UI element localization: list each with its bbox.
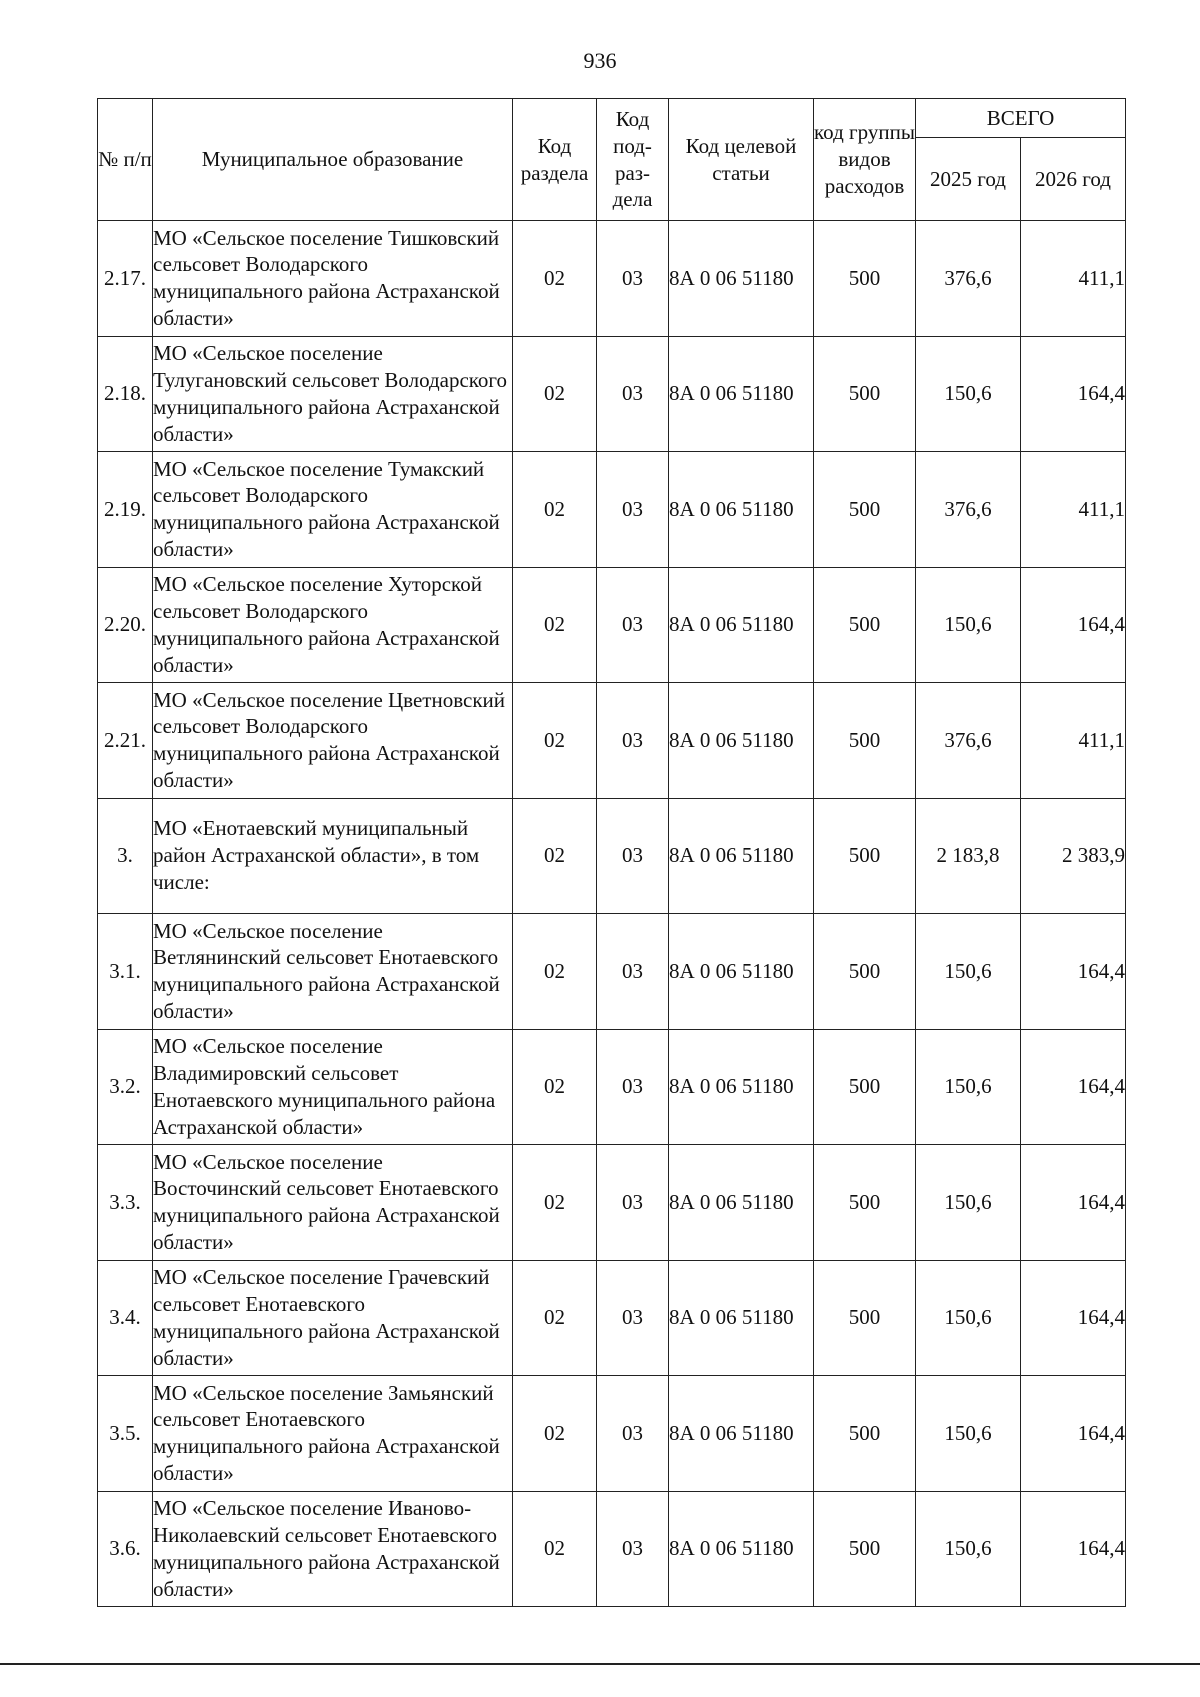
row-2026: 411,1 xyxy=(1021,683,1126,799)
bottom-rule xyxy=(0,1663,1200,1665)
row-num: 3.3. xyxy=(98,1145,153,1261)
header-subsection: Код под-раз-дела xyxy=(597,99,669,221)
row-2025: 150,6 xyxy=(916,1260,1021,1376)
row-article: 8А 0 06 51180 xyxy=(669,567,814,683)
row-group: 500 xyxy=(814,567,916,683)
row-group: 500 xyxy=(814,798,916,914)
table-row xyxy=(98,452,1126,568)
row-subsection: 03 xyxy=(597,1145,669,1261)
table-row xyxy=(98,1145,1126,1261)
row-group: 500 xyxy=(814,1029,916,1145)
row-num: 3.1. xyxy=(98,914,153,1030)
row-group: 500 xyxy=(814,914,916,1030)
table-row xyxy=(98,1376,1126,1492)
row-name: МО «Сельское поселение Восточинский сельсовет Енотаевского муниципального района Астраханской области» xyxy=(153,1145,513,1261)
budget-table xyxy=(97,98,1126,1607)
row-subsection: 03 xyxy=(597,452,669,568)
row-2026: 164,4 xyxy=(1021,1491,1126,1607)
row-subsection: 03 xyxy=(597,1029,669,1145)
table-row xyxy=(98,914,1126,1030)
row-subsection: 03 xyxy=(597,336,669,452)
header-article: Код целевой статьи xyxy=(669,99,814,221)
row-name: МО «Сельское поселение Владимировский сельсовет Енотаевского муниципального района Астраханской области» xyxy=(153,1029,513,1145)
row-name: МО «Енотаевский муниципальный район Астраханской области», в том числе: xyxy=(153,798,513,914)
table-row xyxy=(98,1260,1126,1376)
row-section: 02 xyxy=(513,1145,597,1261)
row-section: 02 xyxy=(513,683,597,799)
row-subsection: 03 xyxy=(597,914,669,1030)
row-num: 2.17. xyxy=(98,221,153,337)
row-article: 8А 0 06 51180 xyxy=(669,452,814,568)
row-article: 8А 0 06 51180 xyxy=(669,1491,814,1607)
row-name: МО «Сельское поселение Цветновский сельсовет Володарского муниципального района Астраханской области» xyxy=(153,683,513,799)
page-number: 936 xyxy=(583,48,617,73)
row-2026: 2 383,9 xyxy=(1021,798,1126,914)
row-2026: 164,4 xyxy=(1021,1260,1126,1376)
row-2025: 376,6 xyxy=(916,683,1021,799)
row-num: 3.4. xyxy=(98,1260,153,1376)
row-2026: 164,4 xyxy=(1021,1376,1126,1492)
header-expense-group: код группы видов расходов xyxy=(814,99,916,221)
row-article: 8А 0 06 51180 xyxy=(669,1260,814,1376)
table-row xyxy=(98,336,1126,452)
row-section: 02 xyxy=(513,1260,597,1376)
row-group: 500 xyxy=(814,1491,916,1607)
row-article: 8А 0 06 51180 xyxy=(669,336,814,452)
header-year-2025: 2025 год xyxy=(916,138,1021,221)
row-num: 2.19. xyxy=(98,452,153,568)
row-2026: 164,4 xyxy=(1021,1145,1126,1261)
table-body xyxy=(98,221,1126,1607)
row-section: 02 xyxy=(513,452,597,568)
row-article: 8А 0 06 51180 xyxy=(669,683,814,799)
row-2025: 150,6 xyxy=(916,336,1021,452)
row-subsection: 03 xyxy=(597,1376,669,1492)
header-section: Код раздела xyxy=(513,99,597,221)
row-num: 2.18. xyxy=(98,336,153,452)
header-name: Муниципальное образование xyxy=(153,99,513,221)
row-section: 02 xyxy=(513,798,597,914)
table-row xyxy=(98,683,1126,799)
row-group: 500 xyxy=(814,452,916,568)
row-2026: 164,4 xyxy=(1021,914,1126,1030)
row-2026: 164,4 xyxy=(1021,1029,1126,1145)
row-subsection: 03 xyxy=(597,798,669,914)
row-article: 8А 0 06 51180 xyxy=(669,1376,814,1492)
row-2025: 150,6 xyxy=(916,1145,1021,1261)
row-section: 02 xyxy=(513,567,597,683)
row-num: 3.5. xyxy=(98,1376,153,1492)
row-num: 2.20. xyxy=(98,567,153,683)
row-name: МО «Сельское поселение Иваново-Николаевский сельсовет Енотаевского муниципального района Астраханской области» xyxy=(153,1491,513,1607)
row-2025: 150,6 xyxy=(916,1491,1021,1607)
table-row xyxy=(98,1029,1126,1145)
table-row xyxy=(98,221,1126,337)
row-2026: 411,1 xyxy=(1021,452,1126,568)
row-2025: 2 183,8 xyxy=(916,798,1021,914)
table-row xyxy=(98,1491,1126,1607)
row-2025: 376,6 xyxy=(916,221,1021,337)
row-group: 500 xyxy=(814,1376,916,1492)
row-2025: 150,6 xyxy=(916,1029,1021,1145)
row-name: МО «Сельское поселение Замьянский сельсовет Енотаевского муниципального района Астраханской области» xyxy=(153,1376,513,1492)
row-section: 02 xyxy=(513,1376,597,1492)
table-row xyxy=(98,567,1126,683)
header-year-2026: 2026 год xyxy=(1021,138,1126,221)
row-article: 8А 0 06 51180 xyxy=(669,1145,814,1261)
row-subsection: 03 xyxy=(597,221,669,337)
row-2026: 411,1 xyxy=(1021,221,1126,337)
header-total: ВСЕГО xyxy=(916,99,1126,138)
row-subsection: 03 xyxy=(597,683,669,799)
row-2025: 150,6 xyxy=(916,1376,1021,1492)
row-name: МО «Сельское поселение Тулугановский сельсовет Володарского муниципального района Астраханской области» xyxy=(153,336,513,452)
row-article: 8А 0 06 51180 xyxy=(669,914,814,1030)
row-name: МО «Сельское поселение Тишковский сельсовет Володарского муниципального района Астраханской области» xyxy=(153,221,513,337)
row-num: 3.2. xyxy=(98,1029,153,1145)
table-header xyxy=(98,99,1126,221)
header-num: № п/п xyxy=(98,99,153,221)
row-subsection: 03 xyxy=(597,1260,669,1376)
table-row xyxy=(98,798,1126,914)
row-2025: 376,6 xyxy=(916,452,1021,568)
row-num: 3.6. xyxy=(98,1491,153,1607)
row-num: 2.21. xyxy=(98,683,153,799)
row-name: МО «Сельское поселение Хуторской сельсовет Володарского муниципального района Астраханской области» xyxy=(153,567,513,683)
row-2025: 150,6 xyxy=(916,914,1021,1030)
row-num: 3. xyxy=(98,798,153,914)
row-name: МО «Сельское поселение Грачевский сельсовет Енотаевского муниципального района Астраханской области» xyxy=(153,1260,513,1376)
row-article: 8А 0 06 51180 xyxy=(669,798,814,914)
row-2025: 150,6 xyxy=(916,567,1021,683)
row-section: 02 xyxy=(513,221,597,337)
row-name: МО «Сельское поселение Тумакский сельсовет Володарского муниципального района Астраханской области» xyxy=(153,452,513,568)
row-subsection: 03 xyxy=(597,567,669,683)
row-group: 500 xyxy=(814,221,916,337)
row-section: 02 xyxy=(513,1491,597,1607)
row-section: 02 xyxy=(513,1029,597,1145)
row-group: 500 xyxy=(814,1260,916,1376)
row-article: 8А 0 06 51180 xyxy=(669,221,814,337)
row-section: 02 xyxy=(513,336,597,452)
row-section: 02 xyxy=(513,914,597,1030)
row-article: 8А 0 06 51180 xyxy=(669,1029,814,1145)
row-group: 500 xyxy=(814,683,916,799)
row-name: МО «Сельское поселение Ветлянинский сельсовет Енотаевского муниципального района Астраханской области» xyxy=(153,914,513,1030)
row-2026: 164,4 xyxy=(1021,336,1126,452)
row-2026: 164,4 xyxy=(1021,567,1126,683)
row-subsection: 03 xyxy=(597,1491,669,1607)
row-group: 500 xyxy=(814,1145,916,1261)
row-group: 500 xyxy=(814,336,916,452)
